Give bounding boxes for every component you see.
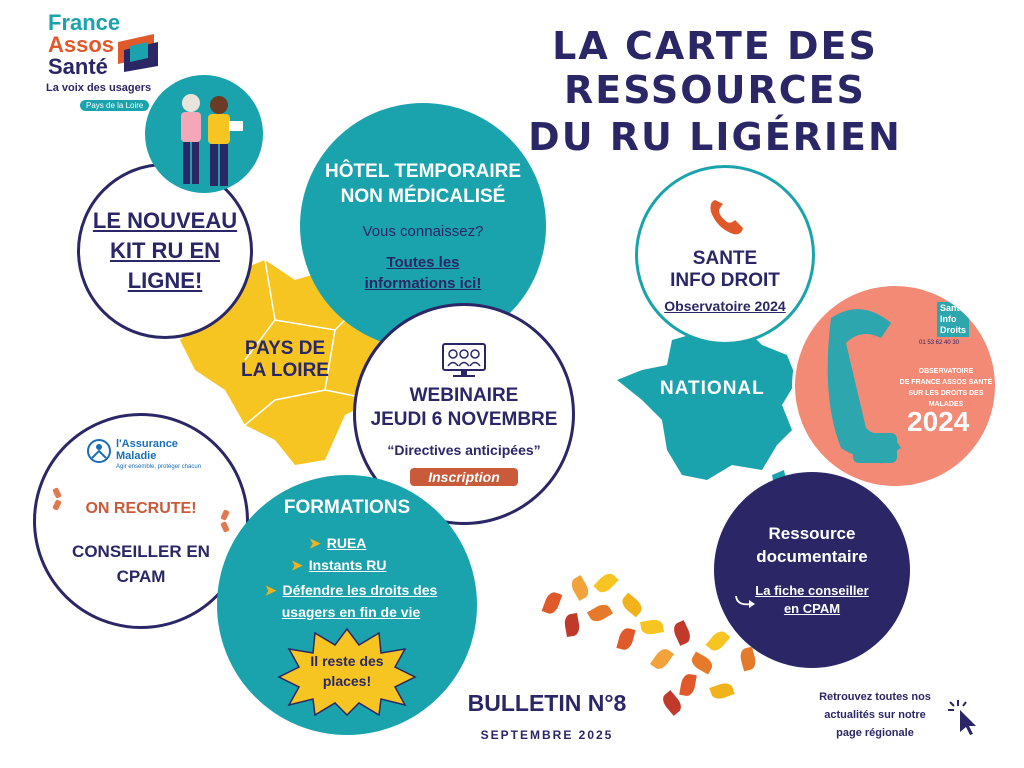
webinar-register-button[interactable]: Inscription [410,468,518,486]
ressource-line1: Ressource [768,524,856,543]
formation-item-fin-de-vie[interactable]: ➤ Défendre les droits des usagers en fin de vie [264,582,438,620]
map-france [612,320,812,500]
assurance-tagline: Agir ensemble, protéger chacun [116,464,202,470]
job-line1: CONSEILLER EN [72,542,210,561]
hotel-title-line1: HÔTEL TEMPORAIRE [325,160,521,182]
region-label-line1: PAYS DE [244,338,326,359]
assurance-line2: Maladie [116,450,157,462]
job-line2: CPAM [116,567,166,586]
assurance-maladie-logo [86,436,216,476]
assurance-line1: l'Assurance [116,438,178,450]
assurance-maladie-icon [86,438,112,464]
webinar-title: WEBINAIRE [409,385,519,406]
hotel-link-line1: Toutes les [386,253,460,271]
formation-item-instants[interactable]: ➤ Instants RU [291,557,387,573]
region-badge: Pays de la Loire [80,100,149,111]
national-label: NATIONAL [660,378,765,399]
logo-tagline: La voix des usagers [46,82,152,94]
region-label-line2: LA LOIRE [241,360,329,381]
hotel-question: Vous connaissez? [362,222,484,240]
logo-line3: Santé [48,54,108,79]
poster-phone: 01 53 62 40 30 [919,340,960,346]
logo-line1: France [48,10,121,35]
poster-obs: OBSERVATOIRE DE FRANCE ASSOS SANTÉ SUR LES DROITS DES MALADES [899,368,993,408]
title-line2: DU RU LIGÉRIEN [528,115,902,159]
formations-circle[interactable] [217,475,477,735]
kit-line1: LE NOUVEAU [92,208,238,233]
ressource-line2: documentaire [756,547,868,566]
formation-item-ruea[interactable]: ➤ RUEA [309,535,367,551]
poster-brand: Santé Info Droits [937,302,969,337]
hotel-link[interactable] [365,252,482,294]
title-line1: LA CARTE DES RESSOURCES [552,24,878,112]
poster-year: 2024 [907,406,970,437]
kit-line3: LIGNE! [127,268,203,293]
logo-flag-icon [116,30,160,74]
chevron-right-icon: ➤ [309,535,321,551]
chevron-right-icon: ➤ [264,582,277,598]
webinar-icon [441,342,487,378]
formations-title: FORMATIONS [283,497,411,518]
region-label [230,338,340,382]
kit-ru-circle[interactable] [77,163,253,339]
people-icon [145,75,263,193]
phone-icon [707,196,743,236]
chevron-right-icon: ➤ [291,557,303,573]
starburst-text: Il reste des places! [310,653,384,689]
bulletin-title: BULLETIN N°8 [467,690,627,716]
fiche-link[interactable]: La fiche conseiller en CPAM [755,582,868,618]
hotel-title-line2: NON MÉDICALISÉ [340,185,506,207]
regional-page-link[interactable]: Retrouvez toutes nos actualités sur notre page régionale [819,691,931,739]
bulletin-date: SEPTEMBRE 2025 [480,728,614,742]
sante-info-droit-circle[interactable] [635,165,815,345]
observatoire-link[interactable]: Observatoire 2024 [664,298,786,314]
logo[interactable] [40,12,160,112]
logo-line2: Assos [48,32,115,57]
kit-line2: KIT RU EN [110,238,220,263]
people-illustration [145,75,263,193]
sante-line2: INFO DROIT [670,270,780,291]
click-cursor-icon[interactable] [946,698,986,738]
webinar-date: JEUDI 6 NOVEMBRE [370,409,558,430]
kit-link[interactable] [93,206,237,296]
hotel-link-line2: informations ici! [364,274,482,292]
sante-line1: SANTE [692,248,758,269]
observatoire-poster[interactable] [792,283,998,489]
recruit-label: ON RECRUTE! [85,500,197,517]
webinar-topic: “Directives anticipées” [387,442,541,458]
